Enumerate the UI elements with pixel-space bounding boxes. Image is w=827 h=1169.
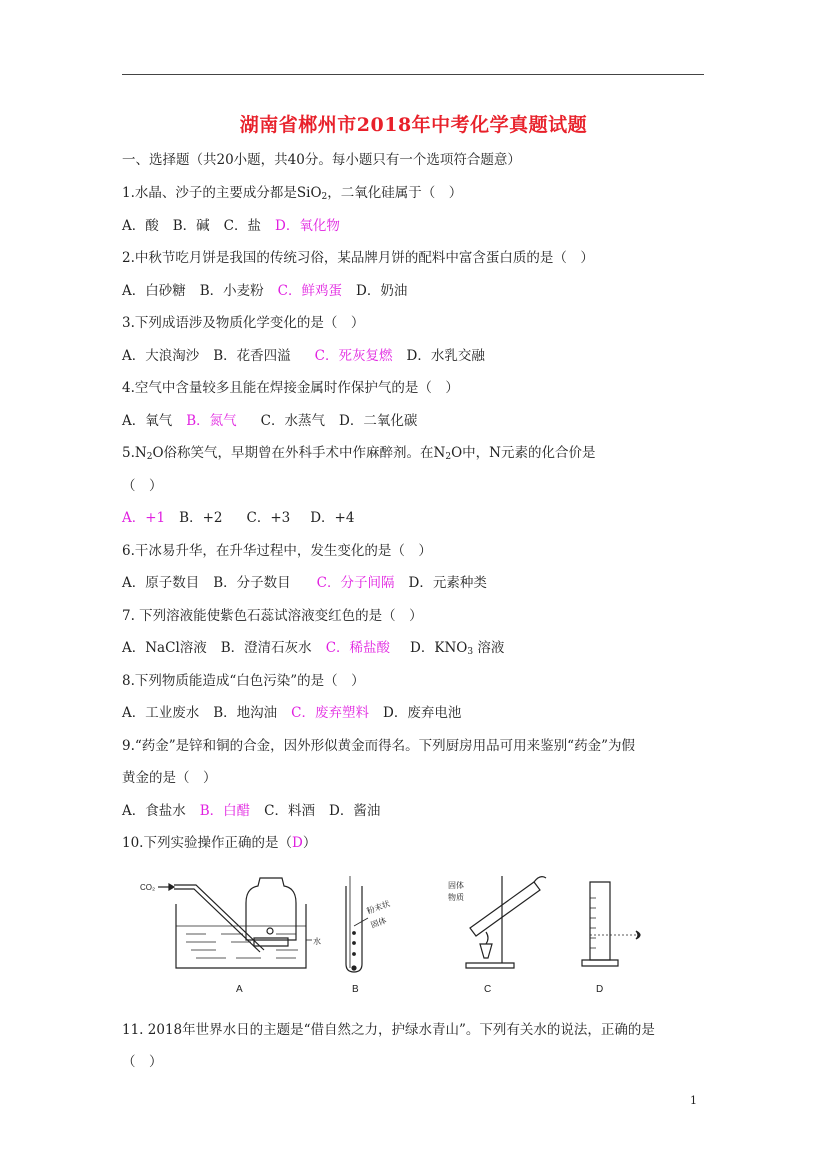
question-3-options [122,346,499,366]
option-d: D．元素种类 [408,575,487,591]
test-tube [346,886,362,972]
figure-label-b: B [352,984,359,995]
stem-part: O中，N元素的化合价是 [451,445,596,461]
option-c-answer: C．稀盐酸 [325,640,391,656]
subscript: 2 [321,192,328,202]
question-2-options [122,281,421,301]
option-b: B．花香四溢 [213,348,291,364]
eye-icon [636,931,640,939]
subscript: 2 [146,452,153,462]
option-a: A．原子数目 [122,575,200,591]
figure-a [140,878,321,995]
option-d-text: D．KNO [410,640,468,656]
option-c-answer: C．死灰复燃 [314,348,393,364]
water-label: 水 [313,937,321,946]
option-a: A．NaCl溶液 [122,640,207,656]
tilted-test-tube [470,882,540,936]
powder-label: 粉末状 [365,899,392,916]
option-d: D．酱油 [329,803,381,819]
option-a: A．白砂糖 [122,283,186,299]
stem-part: 10.下列实验操作正确的是（ [122,835,292,851]
option-d: D．废弃电池 [383,705,462,721]
figure-label-c: C [484,984,492,995]
substance-label: 物质 [448,893,464,902]
option-b: B．分子数目 [213,575,291,591]
option-c-answer: C．分子间隔 [316,575,395,591]
stem-part: ） [302,835,317,851]
question-7-options [122,638,504,662]
option-d: D．奶油 [356,283,408,299]
option-a: A．工业废水 [122,705,200,721]
option-b: B．+2 [179,510,223,526]
answer-mark: D [291,835,303,851]
question-8-options [122,703,475,723]
subscript: 3 [467,647,474,657]
question-6-options [122,573,501,593]
question-5-options [122,508,368,528]
question-3-stem: 3.下列成语涉及物质化学变化的是（ ） [122,315,365,331]
option-a: A．食盐水 [122,803,186,819]
question-10-stem [122,833,316,853]
co2-label: CO₂ [140,883,156,892]
option-b-answer: B．氮气 [186,413,237,429]
question-1-stem: 1.水晶、沙子的主要成分都是SiO [122,185,322,201]
trough [176,904,306,968]
option-c-answer: C．鲜鸡蛋 [277,283,343,299]
lab-apparatus-diagram [136,868,686,1003]
question-5-stem-cont: （ ） [122,478,163,494]
question-11-stem-cont: （ ） [122,1054,163,1070]
alcohol-lamp [480,944,492,958]
option-d [410,640,504,656]
option-c: C．+3 [246,510,291,526]
option-b-answer: B．白醋 [199,803,251,819]
question-1-stem-end: ，二氧化硅属于（ ） [327,185,463,201]
question-5-stem [122,443,595,467]
subscript: 2 [445,452,452,462]
page-number: 1 [690,1094,697,1107]
option-b: B．碱 [172,218,210,234]
question-7-stem: 7. 下列溶液能使紫色石蕊试溶液变红色的是（ ） [122,608,423,624]
header-rule [122,74,704,75]
solid-label: 固体 [448,881,464,890]
question-1 [122,183,462,207]
question-4-options [122,411,431,431]
question-9-options [122,801,394,821]
option-d: D．二氧化碳 [339,413,418,429]
option-b: B．地沟油 [213,705,278,721]
question-8-stem: 8.下列物质能造成“白色污染”的是（ ） [122,673,365,689]
question-9-stem: 9.“药金”是锌和铜的合金，因外形似黄金而得名。下列厨房用品可用来鉴别“药金”为假 [122,738,635,754]
option-c: C．盐 [223,218,262,234]
figure-c [448,876,546,995]
option-c: C．水蒸气 [260,413,326,429]
option-b: B．小麦粉 [199,283,264,299]
option-a: A．氧气 [122,413,173,429]
option-d-text-end: 溶液 [473,640,505,656]
figure-d [582,882,640,995]
option-b: B．澄清石灰水 [220,640,312,656]
question-1-options [122,216,354,236]
stem-part: 5.N [122,445,147,461]
stem-part: O俗称笑气，早期曾在外科手术中作麻醉剂。在N [152,445,446,461]
option-c-answer: C．废弃塑料 [291,705,370,721]
figure-b [346,876,391,995]
option-d: D．+4 [310,510,355,526]
question-4-stem: 4.空气中含量较多且能在焊接金属时作保护气的是（ ） [122,380,459,396]
section-heading: 一、选择题（共20小题，共40分。每小题只有一个选项符合题意） [122,152,521,168]
option-a: A．大浪淘沙 [122,348,200,364]
solid-label: 固体 [369,915,388,930]
question-6-stem: 6.干冰易升华，在升华过程中，发生变化的是（ ） [122,543,432,559]
question-11-stem: 11. 2018年世界水日的主题是“借自然之力，护绿水青山”。下列有关水的说法，正确的是 [122,1022,655,1038]
question-9-stem-cont: 黄金的是（ ） [122,770,217,786]
option-d: D．水乳交融 [406,348,485,364]
base [466,963,514,968]
experiment-figures [136,868,686,1003]
figure-label-a: A [236,984,243,995]
option-c: C．料酒 [264,803,316,819]
figure-label-d: D [596,984,604,995]
option-a: A．酸 [122,218,159,234]
option-d-answer: D．氧化物 [275,218,340,234]
question-2-stem: 2.中秋节吃月饼是我国的传统习俗，某品牌月饼的配料中富含蛋白质的是（ ） [122,250,594,266]
gas-bottle [246,878,296,940]
arrow-head-icon [169,884,174,890]
option-a-answer: A．+1 [122,510,166,526]
page-title: 湖南省郴州市2018年中考化学真题试题 [239,114,588,136]
